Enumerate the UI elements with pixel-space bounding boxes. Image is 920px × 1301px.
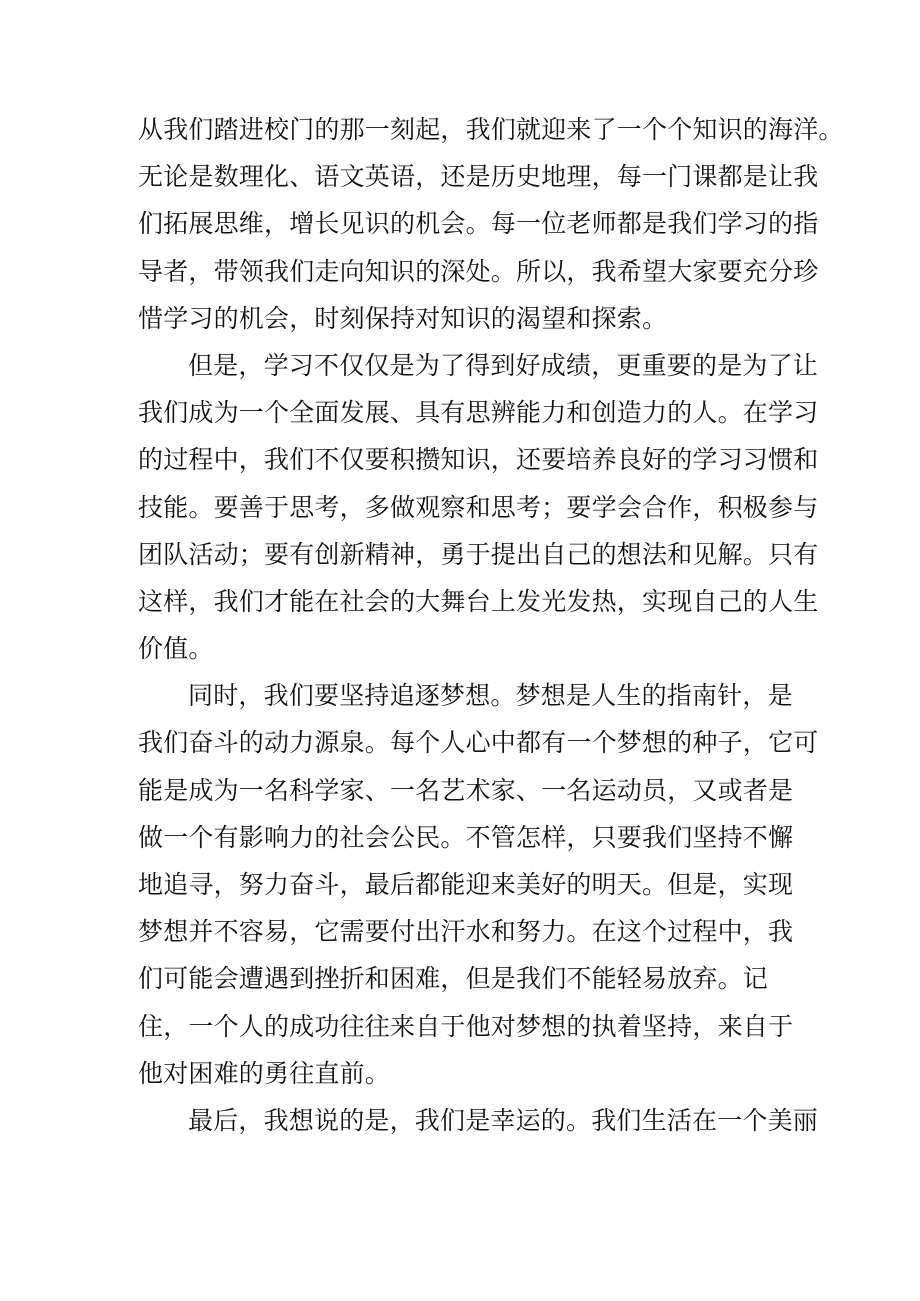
text-line: 惜学习的机会，时刻保持对知识的渴望和探索。 xyxy=(138,303,668,333)
text-line: 们拓展思维，增长见识的机会。每一位老师都是我们学习的指 xyxy=(138,209,819,239)
text-line: 梦想并不容易，它需要付出汗水和努力。在这个过程中，我 xyxy=(138,917,794,947)
text-line: 团队活动；要有创新精神，勇于提出自己的想法和见解。只有 xyxy=(138,539,819,569)
paragraph-start-line: 但是，学习不仅仅是为了得到好成绩，更重要的是为了让 xyxy=(188,350,819,380)
text-line: 的过程中，我们不仅要积攒知识，还要培养良好的学习习惯和 xyxy=(138,445,819,475)
text-line: 从我们踏进校门的那一刻起，我们就迎来了一个个知识的海洋。 xyxy=(138,115,844,144)
text-line: 这样，我们才能在社会的大舞台上发光发热，实现自己的人生 xyxy=(138,586,819,616)
text-line: 地追寻，努力奋斗，最后都能迎来美好的明天。但是，实现 xyxy=(138,870,794,899)
text-line: 们可能会遭遇到挫折和困难，但是我们不能轻易放弃。记 xyxy=(138,964,769,994)
text-line: 导者，带领我们走向知识的深处。所以，我希望大家要充分珍 xyxy=(138,256,819,286)
paragraph-start-line: 最后，我想说的是，我们是幸运的。我们生活在一个美丽 xyxy=(188,1105,819,1135)
paragraph-start-line: 同时，我们要坚持追逐梦想。梦想是人生的指南针，是 xyxy=(188,681,793,711)
document-body xyxy=(138,106,844,1144)
text-line: 技能。要善于思考，多做观察和思考；要学会合作，积极参与 xyxy=(138,492,819,522)
text-line: 能是成为一名科学家、一名艺术家、一名运动员，又或者是 xyxy=(138,775,794,805)
text-line: 价值。 xyxy=(138,634,214,664)
text-line: 住，一个人的成功往往来自于他对梦想的执着坚持，来自于 xyxy=(138,1011,794,1041)
text-line: 无论是数理化、语文英语，还是历史地理，每一门课都是让我 xyxy=(138,162,819,192)
text-line: 我们奋斗的动力源泉。每个人心中都有一个梦想的种子，它可 xyxy=(138,728,819,758)
text-line: 他对困难的勇往直前。 xyxy=(138,1058,391,1088)
text-line: 我们成为一个全面发展、具有思辨能力和创造力的人。在学习 xyxy=(138,398,819,428)
text-line: 做一个有影响力的社会公民。不管怎样，只要我们坚持不懈 xyxy=(138,822,794,852)
